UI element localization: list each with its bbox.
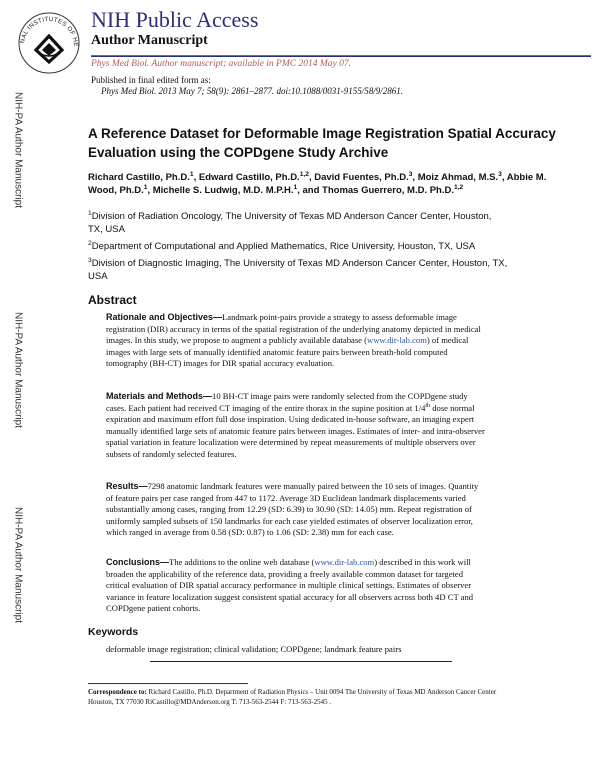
manuscript-label: Author Manuscript xyxy=(91,33,208,48)
author-list: Richard Castillo, Ph.D.$^1$, Edward Castillo, Ph.D.$^{1,2}$, David Fuentes, Ph.D.$^3$, Moiz Ahmad, M.S.$^3$, Abbie M. Wood, Ph.D.$^1$, Michelle S. Ludwig, M.D. M.P.H.$^1$, and Thomas Guerrero, M.D. Ph.D.$^{1,2}$ xyxy=(88,170,547,196)
footnote-divider xyxy=(88,683,248,684)
published-label: Published in final edited form as: xyxy=(91,75,211,85)
header-divider-secondary xyxy=(91,56,591,57)
keywords-list: deformable image registration; clinical validation; COPDgene; landmark feature pairs xyxy=(106,644,402,654)
dir-lab-link[interactable]: www.dir-lab.com xyxy=(367,335,427,346)
repository-title: NIH Public Access xyxy=(91,7,259,32)
affiliation: $^3$Division of Diagnostic Imaging, The University of Texas MD Anderson Cancer Center, Houston, TX, USA xyxy=(88,256,508,282)
abstract-methods: Materials and Methods—10 BH-CT image pairs were randomly selected from the COPDgene study cases. Each patient had received CT imaging of the entire thorax in the supine position at 1/4th dose normal expiration and maximum effort full dose inspiration. Using dedicated in-house software, an imaging expert manually identified large sets of anatomic feature pairs between images. Estimates of inter- and intra-observer spatial variation in feature localization were determined by repeat measurements of multiple observers over subsets of randomly selected features. xyxy=(106,391,485,459)
abstract-rationale: Rationale and Objectives—Landmark point-pairs provide a strategy to assess deformable image registration (DIR) accuracy in terms of the spatial registration of the underlying anatomy depicted in medical images. In this study, we propose to augment a publicly available database (www.dir-lab.com) of medical images with large sets of manually identified anatomic feature pairs between breath-hold computed tomography (BH-CT) images for DIR spatial accuracy evaluation. xyxy=(106,312,481,369)
availability-note: Phys Med Biol. Author manuscript; available in PMC 2014 May 07. xyxy=(91,59,351,69)
abstract-heading: Abstract xyxy=(88,293,137,307)
affiliation: $^2$Department of Computational and Applied Mathematics, Rice University, Houston, TX, USA xyxy=(88,239,476,252)
author: Abbie M. Wood, Ph.D. xyxy=(88,172,547,196)
side-label-top: NIH-PA Author Manuscript xyxy=(12,92,24,208)
affiliation: $^1$Division of Radiation Oncology, The University of Texas MD Anderson Cancer Center, Houston, TX, USA xyxy=(88,209,492,235)
side-label-middle: NIH-PA Author Manuscript xyxy=(12,312,24,428)
dir-lab-link[interactable]: www.dir-lab.com xyxy=(314,557,375,567)
author: Edward Castillo, Ph.D. xyxy=(198,172,300,183)
author: Michelle S. Ludwig, M.D. M.P.H. xyxy=(152,185,294,196)
abstract-results: Results—7298 anatomic landmark features were manually paired between the 10 sets of images. Quantity of feature pairs per case ranged from 447 to 1172. Average 3D Euclidean landmark displacements varied substantially among cases, ranging from 12.29 (SD: 6.39) to 30.90 (SD: 14.05) mm. Repeat registration of uniformly sampled subsets of 150 landmarks for each case yielded estimates of observer localization error, which ranged in average from 0.58 (SD: 0.87) to 1.06 (SD: 2.38) mm for each case. xyxy=(106,481,479,538)
author: David Fuentes, Ph.D. xyxy=(314,172,409,183)
citation-text: Phys Med Biol. 2013 May 7; 58(9): 2861–2877. doi:10.1088/0031-9155/58/9/2861. xyxy=(101,86,403,96)
nih-logo-icon xyxy=(14,6,84,76)
correspondence-footnote: Correspondence to: Richard Castillo, Ph.D. Department of Radiation Physics – Unit 0094 The University of Texas MD Anderson Cancer Center Houston, TX 77030 RiCastillo@MDAnderson.org T: 713-563-2544 F: 713-563-2545 . xyxy=(88,688,497,706)
article-title: A Reference Dataset for Deformable Image Registration Spatial Accuracy Evaluation using the COPDgene Study Archive xyxy=(88,126,556,160)
author: Richard Castillo, Ph.D. xyxy=(88,172,190,183)
author: Thomas Guerrero, M.D. Ph.D. xyxy=(322,185,454,196)
citation xyxy=(101,86,403,96)
abstract-conclusions: Conclusions—The additions to the online web database (www.dir-lab.com) described in this work will broaden the applicability of the reference data, providing a freely available common dataset for targeted critical evaluation of DIR spatial accuracy performance in multiple clinical settings. Estimates of observer variance in feature localization suggest consistent spatial accuracy for all observers across both 4D CT and COPDgene patient cohorts. xyxy=(106,557,474,614)
author: Moiz Ahmad, M.S. xyxy=(417,172,499,183)
svg-text:NATIONAL INSTITUTES OF HEALTH: NAL INSTITUTES OF HE xyxy=(19,15,80,48)
side-label-bottom: NIH-PA Author Manuscript xyxy=(12,507,24,623)
keywords-divider xyxy=(150,661,452,662)
keywords-heading: Keywords xyxy=(88,626,139,638)
